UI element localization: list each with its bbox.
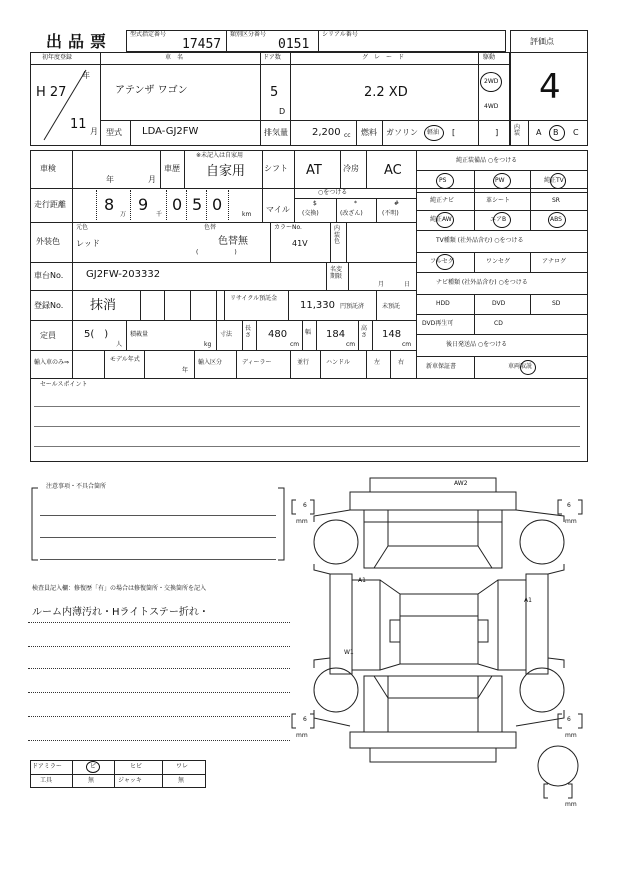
orig-color-label: 元色: [76, 224, 89, 231]
displacement-value: 2,200: [312, 127, 341, 138]
length-value: 480: [268, 329, 288, 340]
rear-right-tire-bracket: [558, 714, 562, 728]
notes-label: 注意事項・不具合箇所: [46, 483, 107, 490]
interior-c: C: [573, 128, 579, 137]
first-reg-month: 11: [70, 117, 87, 132]
rear-left-tire-bracket: [292, 714, 296, 728]
interior-a: A: [536, 128, 542, 137]
equip-nav: 純正ナビ: [430, 197, 455, 204]
class-number: 0151: [278, 37, 310, 52]
colorno-value: 41V: [292, 239, 308, 248]
recycle-amount: 11,330: [300, 300, 335, 311]
history-label: 車歴: [164, 164, 180, 173]
front-left-wheel: [314, 520, 358, 564]
height-unit: cm: [402, 341, 412, 348]
mirror-value: ピ: [90, 763, 97, 770]
front-bumper: [370, 478, 496, 492]
crack-label: ヒビ: [130, 763, 143, 770]
equip-aw: 純正AW: [430, 216, 452, 223]
equip-ps: PS: [439, 177, 447, 184]
model-year-unit: 年: [182, 367, 189, 374]
length-unit: cm: [290, 341, 300, 348]
shift-value: AT: [306, 163, 322, 178]
damage-a1-right: A1: [524, 597, 532, 604]
mileage-digit-2: 9: [138, 195, 149, 214]
class-no-label: 類別区分番号: [230, 31, 267, 38]
mileage-digit-3: 0: [172, 195, 183, 214]
later-manual: 車両取説: [508, 363, 533, 370]
grade-value: 2.2 XD: [364, 85, 408, 100]
rear-right-wheel: [520, 668, 564, 712]
doors-label: ドア数: [263, 54, 281, 61]
equip-tv: 純正TV: [544, 177, 564, 184]
type-cert-label: 型式指定番号: [130, 31, 167, 38]
rear-left-wheel: [314, 668, 358, 712]
front-left-tire-bracket: [292, 500, 296, 514]
notes-bracket: [30, 484, 286, 564]
tire-rl-unit: mm: [296, 732, 308, 739]
tire-fl-unit: mm: [296, 518, 308, 525]
mileage-sen: 千: [156, 211, 163, 218]
jack-label: ジャッキ: [118, 777, 142, 784]
registration-label: 登録No.: [34, 301, 64, 310]
car-name: アテンザ ワゴン: [115, 85, 188, 96]
rear-bumper: [350, 732, 516, 748]
color-change-value: 色替無: [218, 236, 248, 247]
import-label: 輸入車のみ⇒: [34, 359, 70, 366]
capacity-label: 定員: [40, 331, 56, 340]
inspection-label: 車検: [40, 164, 56, 173]
exchange-label: (交換): [302, 210, 319, 217]
registration-value: 抹消: [90, 298, 117, 313]
later-shipping-title: 後日発送品 ○をつける: [446, 341, 508, 348]
length-label: 長さ: [245, 325, 252, 339]
damage-aw2: AW2: [454, 480, 468, 487]
tool-label: 工具: [40, 777, 53, 784]
unknown-label: (不明): [382, 210, 399, 217]
drive-4wd: 4WD: [484, 103, 499, 110]
dimension-label: 寸法: [220, 331, 233, 338]
load-kg: kg: [204, 341, 212, 348]
interior-color-label: 内装色: [334, 225, 341, 246]
equip-abs: ABS: [550, 216, 562, 223]
trunk: [364, 676, 502, 732]
inspection-year: 年: [106, 175, 114, 184]
damage-w1: W1: [344, 649, 354, 656]
drive-label: 駆動: [483, 54, 496, 61]
capacity-person: 人: [116, 341, 123, 348]
tool-value: 無: [88, 777, 95, 784]
tv-type-title: TV種類 (社外品含む) ○をつける: [436, 237, 524, 244]
car-name-label: 車 名: [165, 54, 184, 61]
interior-b: B: [553, 128, 559, 137]
equip-airbag: エアB: [490, 216, 507, 223]
door-count: 5: [270, 85, 279, 100]
damage-a1-left: A1: [358, 577, 366, 584]
mileage-digit-4: 5: [192, 195, 203, 214]
form-title: 出品票: [46, 32, 113, 51]
equip-title: 純正装備品 ○をつける: [456, 157, 518, 164]
import-parallel: 並行: [297, 359, 310, 366]
chassis-number: GJ2FW-203332: [86, 269, 161, 280]
tire-rl-depth: 6: [303, 716, 307, 723]
displacement-label: 排気量: [264, 128, 288, 137]
shift-label: シフト: [264, 164, 288, 173]
color-change-label: 色替: [204, 224, 217, 231]
spare-wheel: [538, 746, 578, 786]
color-change-paren: ( ): [196, 249, 237, 256]
mileage-km: km: [242, 211, 252, 218]
tire-rr-unit: mm: [565, 732, 577, 739]
grade-label: グ レ ー ド: [362, 54, 405, 61]
roof: [400, 594, 478, 664]
mirror-label: ドアミラー: [32, 763, 62, 770]
spare-tire-bracket: [544, 784, 548, 798]
later-warranty: 新車保証書: [426, 363, 457, 370]
model-label: 型式: [106, 128, 122, 137]
nav-dvd-play: DVD再生可: [422, 320, 454, 327]
hood: [364, 510, 502, 568]
tire-fr-depth: 6: [567, 502, 571, 509]
month-unit: 月: [90, 127, 98, 136]
star-mark: *: [354, 200, 357, 207]
nav-hdd: HDD: [436, 300, 450, 307]
year-unit: 年: [82, 71, 90, 80]
inspector-text: ルーム内薄汚れ・Hライトステー折れ・: [32, 607, 209, 618]
model-value: LDA-GJ2FW: [142, 126, 199, 137]
recycle-unit: 円預託済: [340, 303, 365, 310]
handle-label: ハンドル: [326, 359, 351, 366]
drive-2wd: 2WD: [484, 78, 499, 85]
fuel-label: 燃料: [361, 128, 377, 137]
recycle-unpaid: 未預託: [382, 303, 401, 310]
import-dealer: ディーラー: [242, 359, 272, 366]
handle-right: 右: [398, 359, 405, 366]
cooler-label: 冷房: [343, 164, 359, 173]
type-cert-number: 17457: [182, 37, 222, 52]
capacity-value: 5( ): [84, 329, 109, 340]
right-side-panel: [526, 574, 548, 674]
width-unit: cm: [346, 341, 356, 348]
sales-point-label: セールスポイント: [40, 381, 88, 388]
cooler-value: AC: [384, 163, 402, 178]
door-type: D: [279, 107, 286, 116]
nav-cd: CD: [494, 320, 503, 327]
mile-label: マイル: [266, 205, 290, 214]
tire-rr-depth: 6: [567, 716, 571, 723]
first-reg-year: H 27: [36, 85, 67, 100]
break-label: ワレ: [176, 763, 189, 770]
left-side-panel: [330, 574, 352, 674]
nav-sd: SD: [552, 300, 561, 307]
inspection-month: 月: [148, 175, 156, 184]
front-right-wheel: [520, 520, 564, 564]
displacement-unit: cc: [344, 132, 351, 139]
history-note: ※未記入は自家用: [196, 152, 244, 159]
interior-label: 内装: [514, 124, 521, 137]
mileage-digit-1: 8: [104, 195, 115, 214]
equip-pw: PW: [495, 177, 505, 184]
equip-sr: SR: [552, 197, 560, 204]
handle-left: 左: [374, 359, 381, 366]
serial-label: シリアル番号: [322, 31, 358, 38]
first-reg-label: 初年度登録: [42, 54, 73, 61]
hash-mark: #: [394, 200, 400, 207]
height-value: 148: [382, 329, 402, 340]
car-damage-diagram: [290, 470, 590, 810]
width-value: 184: [326, 329, 346, 340]
colorno-label: カラーNo.: [274, 224, 302, 231]
nav-dvd: DVD: [492, 300, 506, 307]
color-label: 外装色: [36, 237, 60, 246]
inspector-label: 検査員記入欄：修復歴「有」の場合は修復箇所・交換箇所を記入: [32, 585, 207, 592]
jack-value: 無: [178, 777, 185, 784]
tampered-label: (改ざん): [340, 210, 363, 217]
equip-leather: 革シート: [486, 197, 511, 204]
fuel-gasoline: ガソリン: [386, 128, 418, 137]
load-label: 積載量: [130, 331, 149, 338]
mileage-label: 走行距離: [34, 200, 66, 209]
height-label: 高さ: [361, 325, 368, 339]
tire-fl-depth: 6: [303, 502, 307, 509]
mileage-digit-5: 0: [212, 195, 223, 214]
mileage-man: 万: [120, 211, 127, 218]
title-change-month: 月: [378, 281, 385, 288]
tv-oneseg: ワンセグ: [486, 258, 511, 265]
recycle-label: リサイクル預託金: [230, 295, 278, 302]
score-value: 4: [539, 67, 561, 107]
title-change-label: 名変期限: [330, 266, 343, 281]
score-label: 評価点: [530, 37, 554, 46]
model-year-label: モデル年式: [110, 356, 140, 363]
tv-analog: アナログ: [542, 258, 567, 265]
history-value: 自家用: [206, 164, 246, 179]
width-label: 幅: [305, 329, 312, 336]
fuel-diesel: 軽油: [427, 129, 440, 136]
nav-type-title: ナビ種類 (社外品含む) ○をつける: [436, 279, 528, 286]
title-change-day: 日: [404, 281, 411, 288]
chassis-label: 車台No.: [34, 271, 64, 280]
mark-hint: ○をつける: [318, 189, 348, 196]
tire-fr-unit: mm: [565, 518, 577, 525]
tv-fullseg: フルセグ: [430, 258, 454, 265]
spare-unit: mm: [565, 801, 577, 808]
orig-color-value: レッド: [76, 239, 100, 248]
front-right-tire-bracket: [558, 500, 562, 514]
dollar-mark: $: [313, 200, 317, 207]
import-type-label: 輸入区分: [198, 359, 223, 366]
